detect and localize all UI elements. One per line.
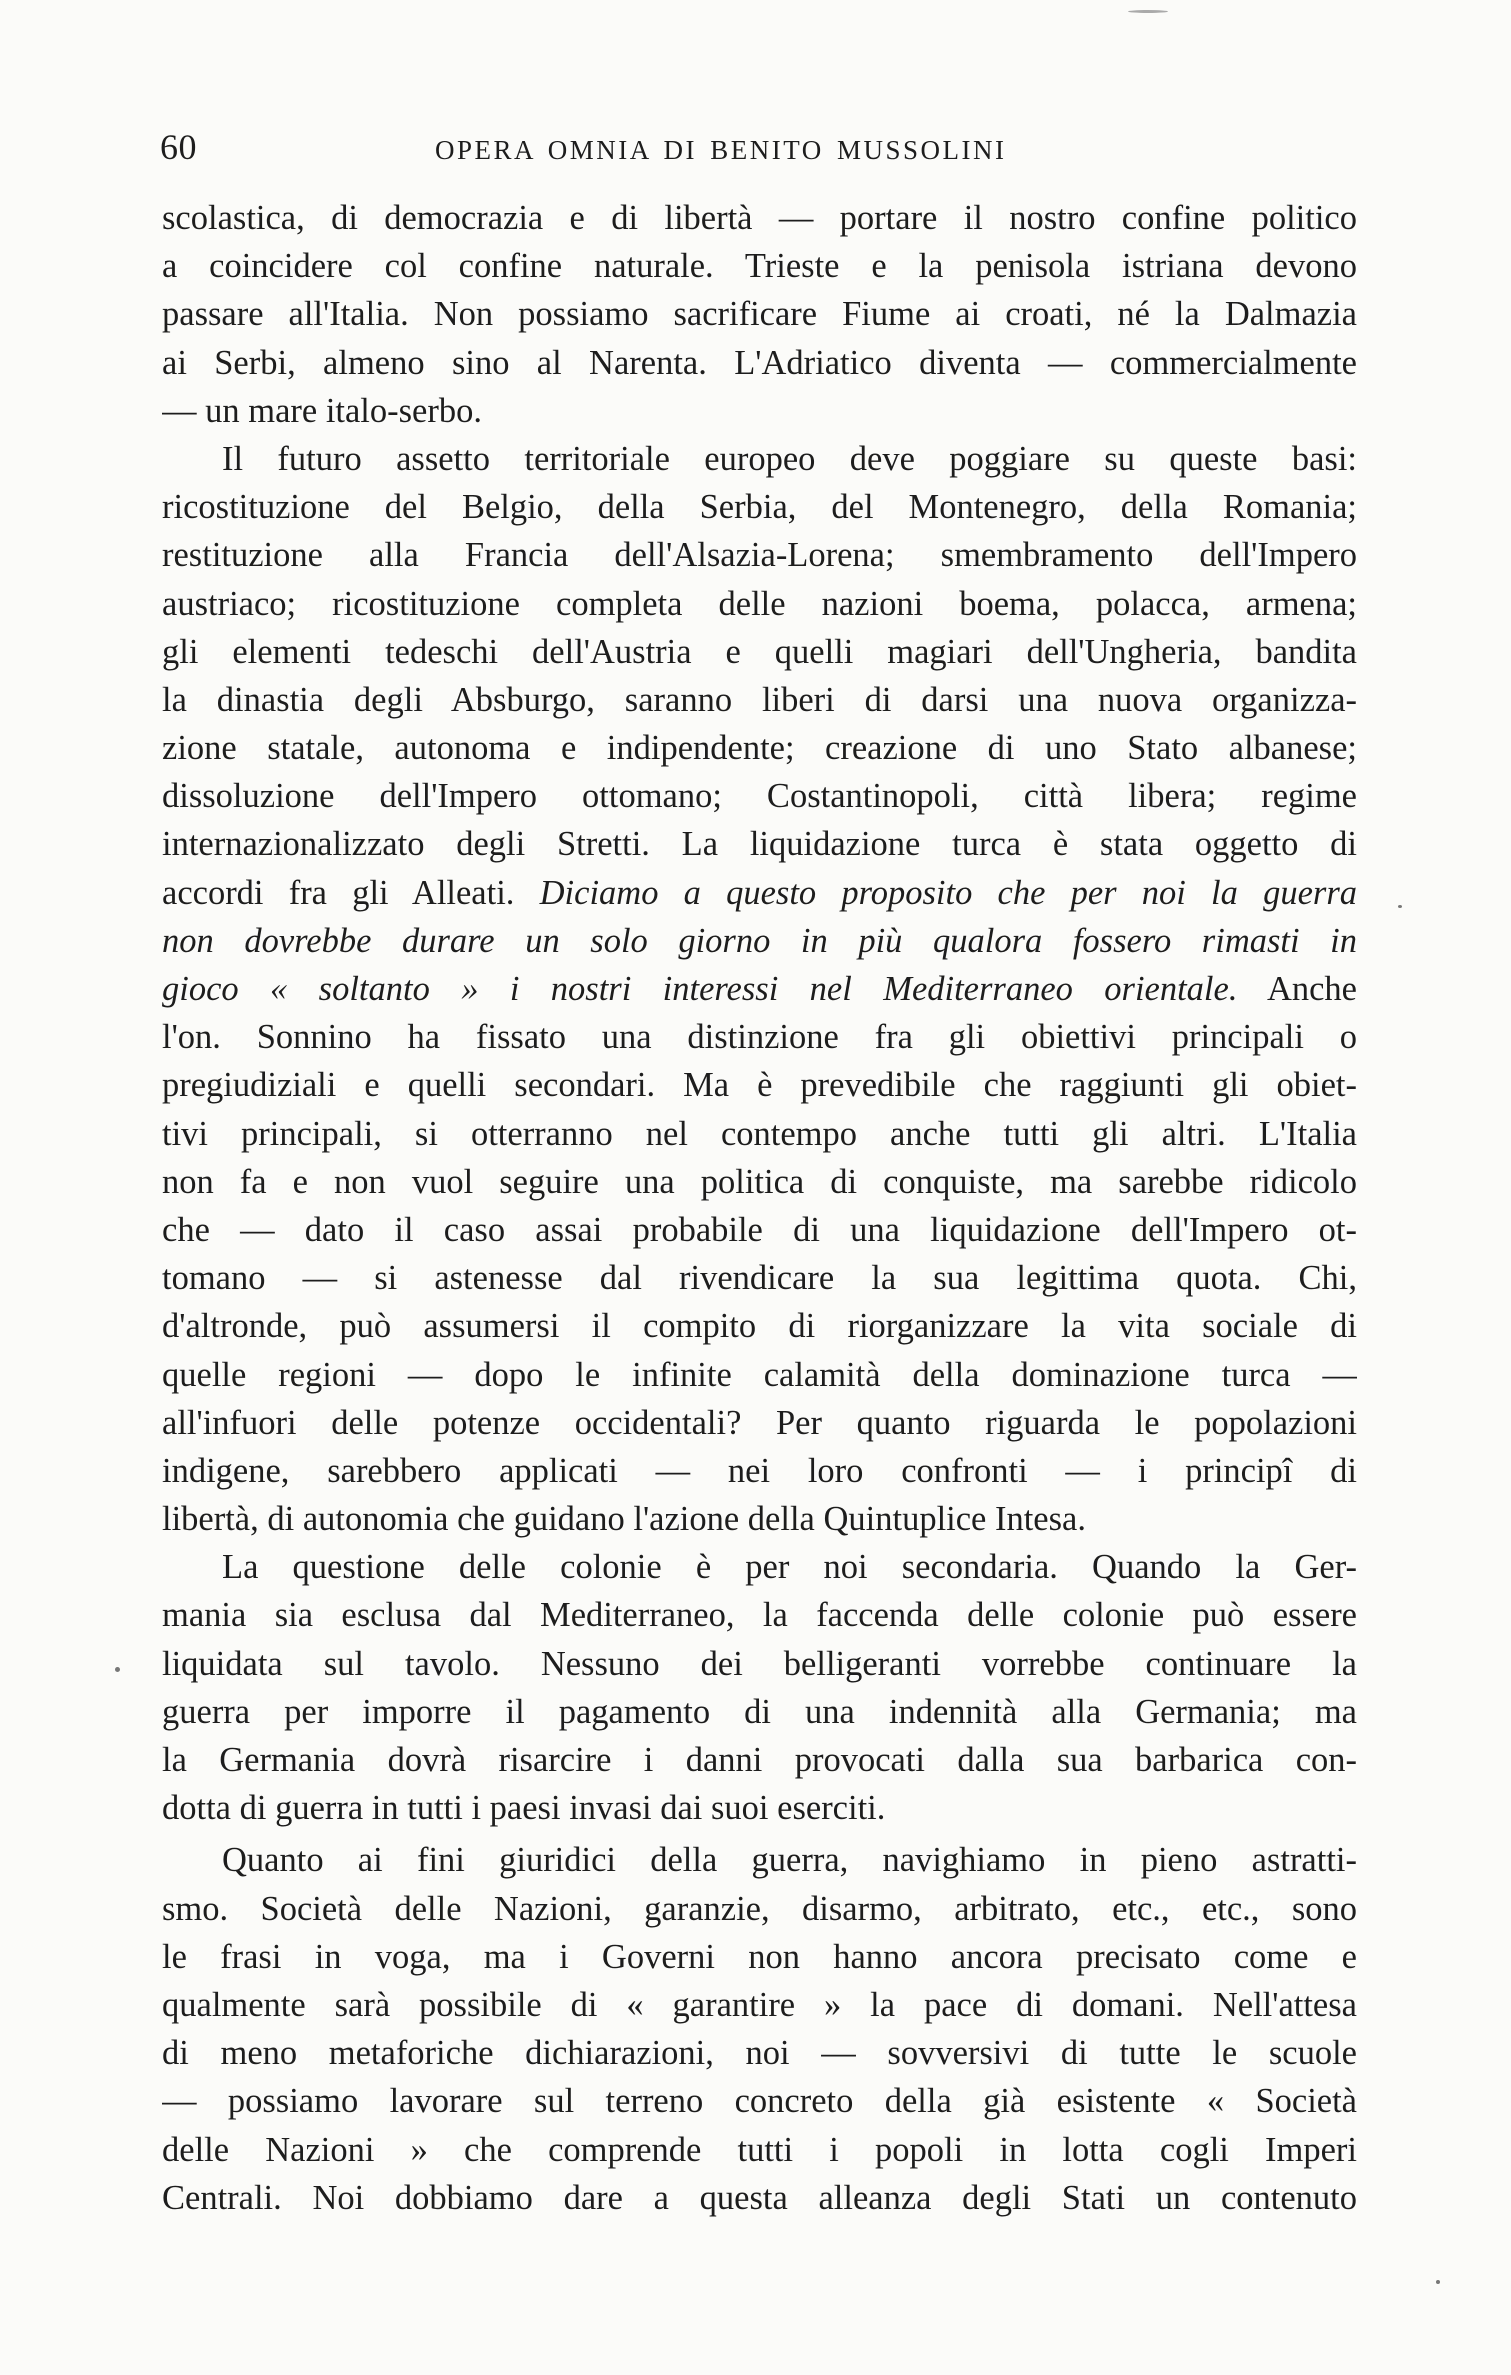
text-line: la dinastia degli Absburgo, saranno liberi di darsi una nuova organizza- [162,680,1357,719]
text-line: mania sia esclusa dal Mediterraneo, la faccenda delle colonie può essere [162,1596,1357,1635]
text-line: Quanto ai fini giuridici della guerra, navighiamo in pieno astratti- [222,1841,1357,1880]
page-header [160,126,1360,176]
text-line: ricostituzione del Belgio, della Serbia, del Montenegro, della Romania; [162,488,1357,527]
text-line: che — dato il caso assai probabile di una liquidazione dell'Impero ot- [162,1210,1357,1249]
text-line: le frasi in voga, ma i Governi non hanno ancora precisato come e [162,1937,1357,1976]
text-line: Centrali. Noi dobbiamo dare a questa alleanza degli Stati un contenuto [162,2178,1357,2217]
italic-text-line: non dovrebbe durare un solo giorno in più qualora fossero rimasti in [162,921,1357,960]
text-line: La questione delle colonie è per noi secondaria. Quando la Ger- [222,1548,1357,1587]
text-line: scolastica, di democrazia e di libertà — portare il nostro confine politico [162,199,1357,237]
text-line: a coincidere col confine naturale. Trieste e la penisola istriana devono [162,247,1357,286]
italic-text: Diciamo a questo proposito che per noi la guerra [539,873,1357,912]
text-line: all'infuori delle potenze occidentali? Per quanto riguarda le popolazioni [162,1403,1357,1442]
scan-speck [1128,10,1168,13]
running-title: OPERA OMNIA DI BENITO MUSSOLINI [435,135,1007,165]
text-line: indigene, sarebbero applicati — nei loro confronti — i principî di [162,1451,1357,1490]
text-line: gli elementi tedeschi dell'Austria e quelli magiari dell'Ungheria, bandita [162,632,1357,671]
text-line: dotta di guerra in tutti i paesi invasi dai suoi eserciti. [162,1789,886,1828]
scan-speck [1436,2280,1440,2284]
page-number: 60 [160,127,197,167]
text-line: qualmente sarà possibile di « garantire » la pace di domani. Nell'attesa [162,1985,1357,2024]
text-line mixed-line [162,965,1357,1013]
text-line: non fa e non vuol seguire una politica di conquiste, ma sarebbe ridicolo [162,1162,1357,1201]
text-line: internazionalizzato degli Stretti. La liquidazione turca è stata oggetto di [162,825,1357,864]
text-line: tivi principali, si otterranno nel contempo anche tutti gli altri. L'Italia [162,1114,1357,1153]
text-line: restituzione alla Francia dell'Alsazia-Lorena; smembramento dell'Impero [162,536,1357,575]
scan-speck [115,1667,120,1672]
text-line: Il futuro assetto territoriale europeo deve poggiare su queste basi: [222,439,1357,478]
text-line: pregiudiziali e quelli secondari. Ma è prevedibile che raggiunti gli obiet- [162,1066,1357,1105]
text-line mixed-line [162,869,1357,917]
scan-speck [1398,905,1402,908]
text-line: quelle regioni — dopo le infinite calamità della dominazione turca — [162,1355,1357,1394]
text-line: zione statale, autonoma e indipendente; creazione di uno Stato albanese; [162,729,1357,768]
text-line: tomano — si astenesse dal rivendicare la sua legittima quota. Chi, [162,1259,1357,1298]
text-segment: Anche [1266,970,1357,1008]
body-text [162,194,1357,2222]
text-line: dissoluzione dell'Impero ottomano; Costantinopoli, città libera; regime [162,777,1357,816]
text-line: l'on. Sonnino ha fissato una distinzione fra gli obiettivi principali o [162,1018,1357,1057]
text-line: austriaco; ricostituzione completa delle nazioni boema, polacca, armena; [162,584,1357,623]
text-line: ai Serbi, almeno sino al Narenta. L'Adriatico diventa — commercialmente [162,343,1357,382]
text-line: delle Nazioni » che comprende tutti i popoli in lotta cogli Imperi [162,2130,1357,2169]
text-line: smo. Società delle Nazioni, garanzie, disarmo, arbitrato, etc., etc., sono [162,1889,1357,1928]
text-line: — possiamo lavorare sul terreno concreto della già esistente « Società [162,2082,1357,2121]
italic-text: gioco « soltanto » i nostri interessi nel Mediterraneo orientale. [162,970,1238,1008]
text-line: libertà, di autonomia che guidano l'azione della Quintuplice Intesa. [162,1500,1086,1539]
text-line: di meno metaforiche dichiarazioni, noi — sovversivi di tutte le scuole [162,2034,1357,2073]
text-segment: accordi fra gli Alleati. [162,873,515,912]
text-line: liquidata sul tavolo. Nessuno dei belligeranti vorrebbe continuare la [162,1644,1357,1683]
text-line: guerra per imporre il pagamento di una indennità alla Germania; ma [162,1692,1357,1731]
text-line: la Germania dovrà risarcire i danni provocati dalla sua barbarica con- [162,1741,1357,1779]
text-line: — un mare italo-serbo. [162,391,482,430]
text-line: d'altronde, può assumersi il compito di riorganizzare la vita sociale di [162,1307,1357,1346]
text-line: passare all'Italia. Non possiamo sacrificare Fiume ai croati, né la Dalmazia [162,295,1357,334]
